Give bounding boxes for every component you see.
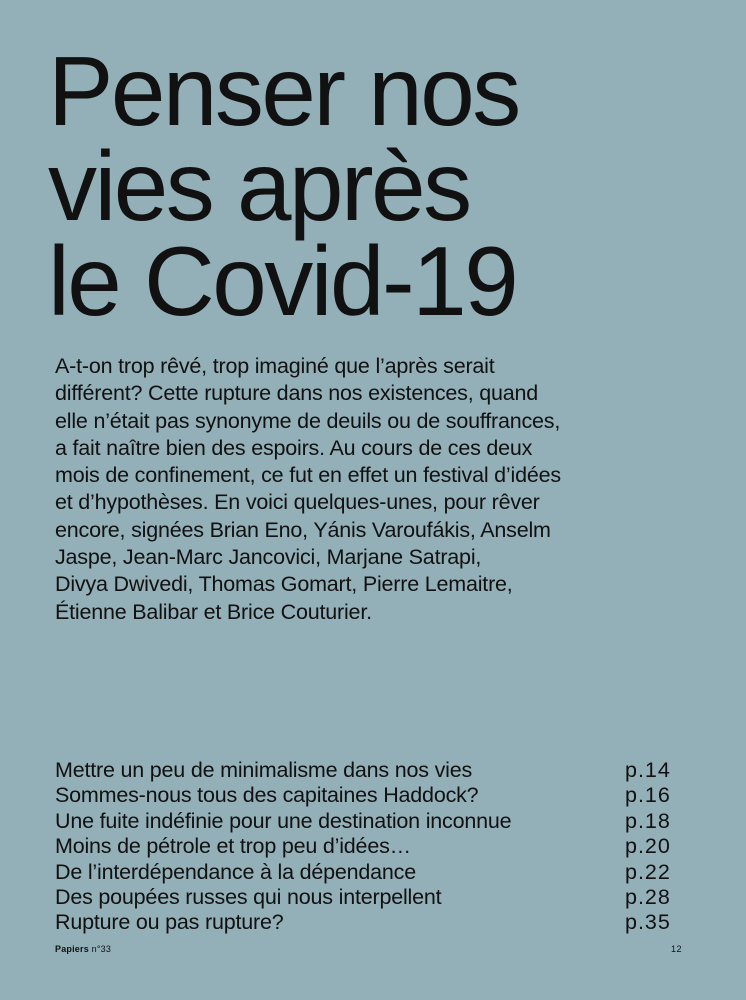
intro-line: A-t-on trop rêvé, trop imaginé que l’après serait [55, 354, 495, 378]
intro-line: différent? Cette rupture dans nos existences, quand [55, 381, 539, 406]
toc-entry-title: Rupture ou pas rupture? [55, 910, 284, 935]
intro-line: Étienne Balibar et Brice Couturier. [55, 599, 372, 624]
toc-entry [55, 885, 683, 910]
page-title [48, 36, 728, 336]
toc-entry-page: p.18 [625, 808, 671, 833]
intro-line: et d’hypothèses. En voici quelques-unes, pour rêver [55, 490, 540, 515]
toc-entry-page: p.14 [625, 758, 671, 782]
toc-entry-page: p.35 [625, 910, 671, 935]
issue-number: n°33 [91, 944, 112, 954]
toc-entry-title: Des poupées russes qui nous interpellent [55, 885, 442, 910]
toc-entry [55, 834, 683, 859]
intro-line: encore, signées Brian Eno, Yánis Varoufákis, Anselm [55, 517, 551, 542]
intro-line: Jaspe, Jean-Marc Jancovici, Marjane Satrapi, [55, 545, 482, 570]
intro-line: Divya Dwivedi, Thomas Gomart, Pierre Lemaitre, [55, 572, 513, 597]
toc-entry-page: p.16 [625, 783, 671, 808]
intro-line: a fait naître bien des espoirs. Au cours de ces deux [55, 435, 533, 460]
toc-entry-page: p.20 [625, 834, 671, 859]
toc-entry [55, 809, 683, 834]
toc-entry [55, 758, 683, 783]
toc-entry [55, 783, 683, 808]
publication-footer [55, 944, 111, 954]
toc-entry-title: Mettre un peu de minimalisme dans nos vies [55, 758, 473, 782]
intro-line: elle n’était pas synonyme de deuils ou de souffrances, [55, 408, 561, 433]
title-line: le Covid-19 [48, 226, 517, 336]
page-number: 12 [670, 944, 682, 954]
intro-line: mois de confinement, ce fut en effet un festival d’idées [55, 463, 561, 488]
toc-entry [55, 910, 683, 935]
toc-entry-title: Sommes-nous tous des capitaines Haddock? [55, 783, 479, 808]
toc-entry-page: p.28 [625, 885, 671, 910]
intro-paragraph [55, 353, 695, 626]
publication-name: Papiers [55, 944, 89, 954]
title-line: Penser nos [48, 36, 519, 146]
toc-entry-page: p.22 [625, 859, 671, 884]
title-line: vies après [48, 131, 470, 241]
table-of-contents [55, 758, 683, 936]
toc-entry [55, 860, 683, 885]
toc-entry-title: De l’interdépendance à la dépendance [55, 859, 416, 884]
toc-entry-title: Une fuite indéfinie pour une destination inconnue [55, 808, 512, 833]
toc-entry-title: Moins de pétrole et trop peu d’idées… [55, 834, 411, 859]
